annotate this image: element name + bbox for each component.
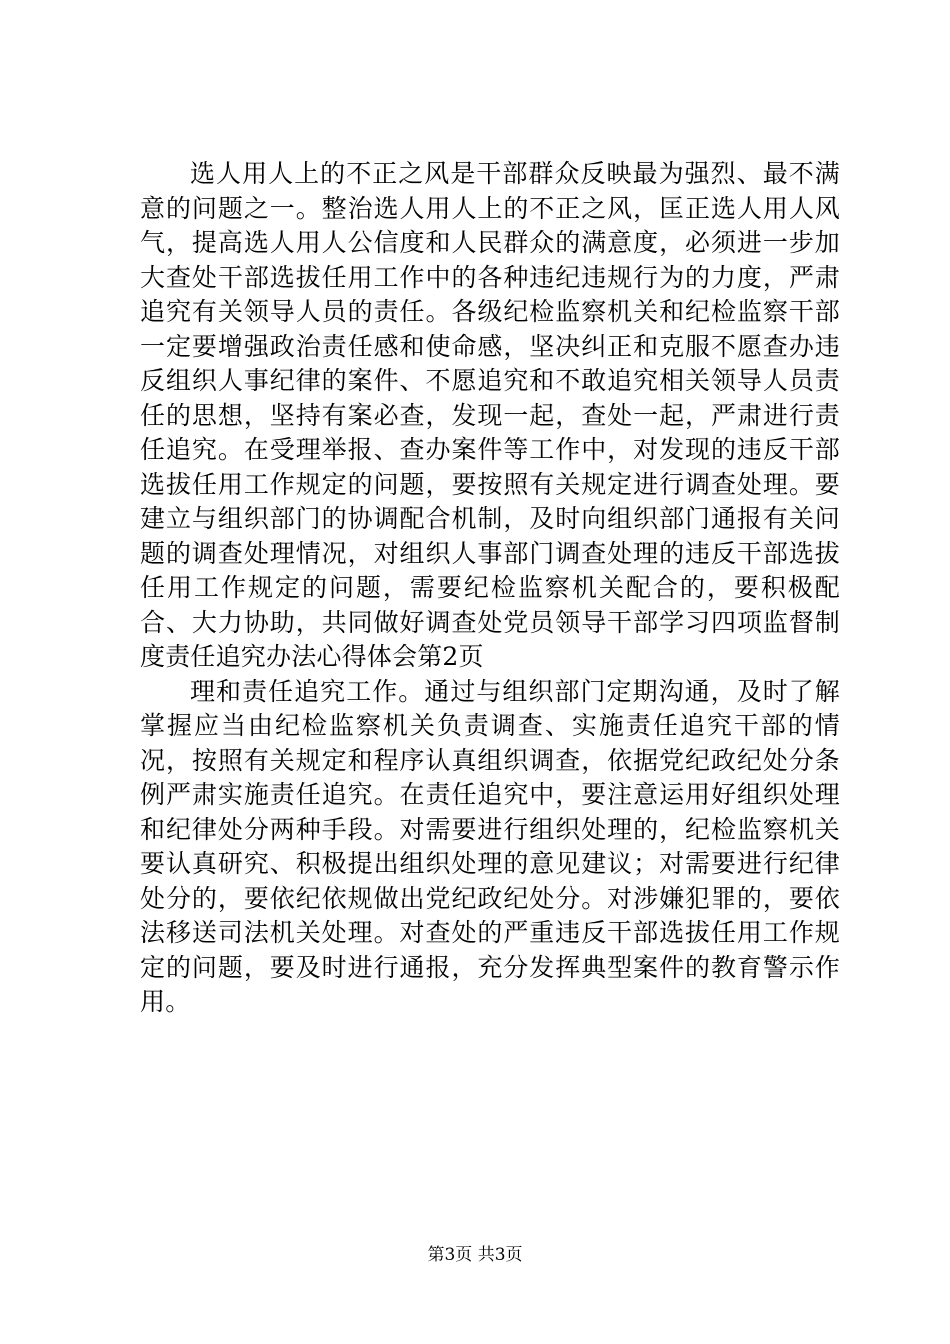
document-body xyxy=(140,157,840,1020)
paragraph-2: 理和责任追究工作。通过与组织部门定期沟通，及时了解掌握应当由纪检监察机关负责调查、实施责任追究干部的情况，按照有关规定和程序认真组织调查，依据党纪政纪处分条例严肃实施责任追究。在责任追究中，要注意运用好组织处理和纪律处分两种手段。对需要进行组织处理的，纪检监察机关要认真研究、积极提出组织处理的意见建议；对需要进行纪律处分的，要依纪依规做出党纪政纪处分。对涉嫌犯罪的，要依法移送司法机关处理。对查处的严重违反干部选拔任用工作规定的问题，要及时进行通报，充分发挥典型案件的教育警示作用。 xyxy=(140,676,840,1016)
page-footer: 第3页 共3页 xyxy=(427,1245,523,1265)
paragraph-1: 选人用人上的不正之风是干部群众反映最为强烈、最不满意的问题之一。整治选人用人上的不正之风，匡正选人用人风气，提高选人用人公信度和人民群众的满意度，必须进一步加大查处干部选拔任用工作中的各种违纪违规行为的力度，严肃追究有关领导人员的责任。各级纪检监察机关和纪检监察干部一定要增强政治责任感和使命感，坚决纠正和克服不愿查办违反组织人事纪律的案件、不愿追究和不敢追究相关领导人员责任的思想，坚持有案必查，发现一起，查处一起，严肃进行责任追究。在受理举报、查办案件等工作中，对发现的违反干部选拔任用工作规定的问题，要按照有关规定进行调查处理。要建立与组织部门的协调配合机制，及时向组织部门通报有关问题的调查处理情况，对组织人事部门调查处理的违反干部选拔任用工作规定的问题，需要纪检监察机关配合的，要积极配合、大力协助，共同做好调查处党员领导干部学习四项监督制度责任追究办法心得体会第2页 xyxy=(140,159,840,671)
